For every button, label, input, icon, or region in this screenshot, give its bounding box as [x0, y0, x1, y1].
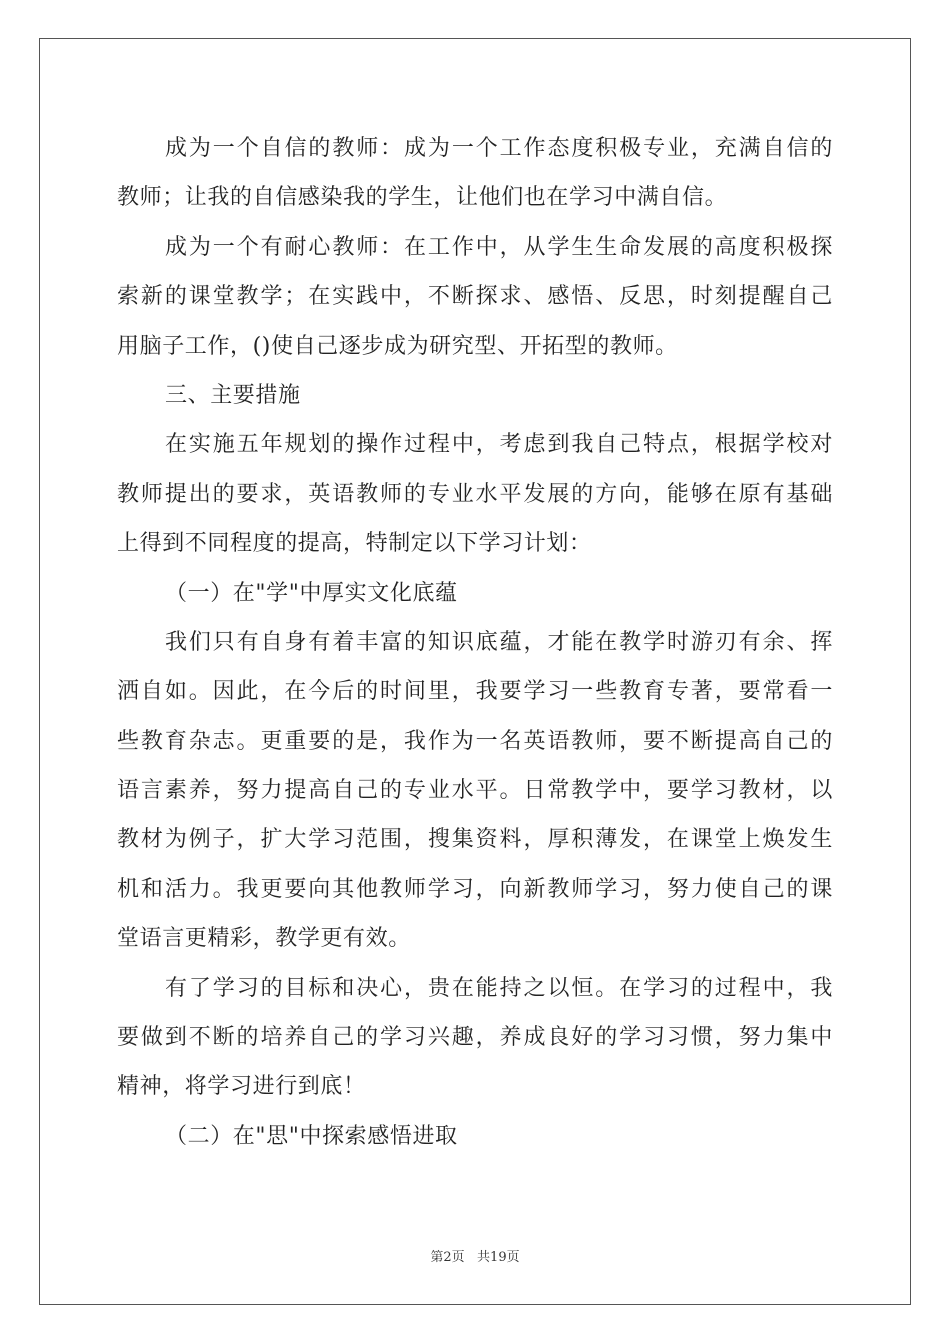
subheading-thinking	[117, 1112, 833, 1161]
text-line: 教材为例子，扩大学习范围，搜集资料，厚积薄发，在课堂上焕发生	[117, 827, 833, 853]
text-line: 些教育杂志。更重要的是，我作为一名英语教师，要不断提高自己的	[117, 728, 833, 754]
heading-main-measures	[117, 371, 833, 420]
text-line: 成为一个有耐心教师：在工作中，从学生生命发展的高度积极探	[165, 234, 833, 260]
text-line: 用脑子工作，()使自己逐步成为研究型、开拓型的教师。	[117, 333, 678, 359]
sub-heading: （一）在"学"中厚实文化底蕴	[165, 580, 458, 606]
text-line: 在实施五年规划的操作过程中，考虑到我自己特点，根据学校对	[165, 432, 833, 458]
text-line: 机和活力。我更要向其他教师学习，向新教师学习，努力使自己的课	[117, 876, 833, 902]
text-line: 堂语言更精彩，教学更有效。	[117, 926, 411, 952]
text-line: 有了学习的目标和决心，贵在能持之以恒。在学习的过程中，我	[165, 975, 833, 1001]
para-confident-teacher	[117, 124, 833, 223]
subheading-learning	[117, 569, 833, 618]
text-line: 要做到不断的培养自己的学习兴趣，养成良好的学习习惯，努力集中	[117, 1025, 833, 1051]
text-line: 教师；让我的自信感染我的学生，让他们也在学习中满自信。	[117, 185, 728, 211]
para-patient-teacher	[117, 223, 833, 371]
text-line: 我们只有自身有着丰富的知识底蕴，才能在教学时游刃有余、挥	[165, 629, 833, 655]
para-implementation	[117, 420, 833, 568]
sub-heading: （二）在"思"中探索感悟进取	[165, 1123, 458, 1149]
para-knowledge	[117, 618, 833, 964]
text-line: 洒自如。因此，在今后的时间里，我要学习一些教育专著，要常看一	[117, 679, 833, 705]
text-line: 语言素养，努力提高自己的专业水平。日常教学中，要学习教材，以	[117, 778, 833, 804]
section-heading: 三、主要措施	[165, 382, 301, 408]
para-perseverance	[117, 964, 833, 1112]
text-line: 索新的课堂教学；在实践中，不断探求、感悟、反思，时刻提醒自己	[117, 284, 833, 310]
document-body	[117, 124, 833, 1161]
text-line: 教师提出的要求，英语教师的专业水平发展的方向，能够在原有基础	[117, 481, 833, 507]
page-number-footer: 第2页 共19页	[430, 1250, 520, 1265]
text-line: 上得到不同程度的提高，特制定以下学习计划：	[117, 531, 592, 557]
text-line: 精神，将学习进行到底！	[117, 1074, 366, 1100]
text-line: 成为一个自信的教师：成为一个工作态度积极专业，充满自信的	[165, 136, 833, 161]
